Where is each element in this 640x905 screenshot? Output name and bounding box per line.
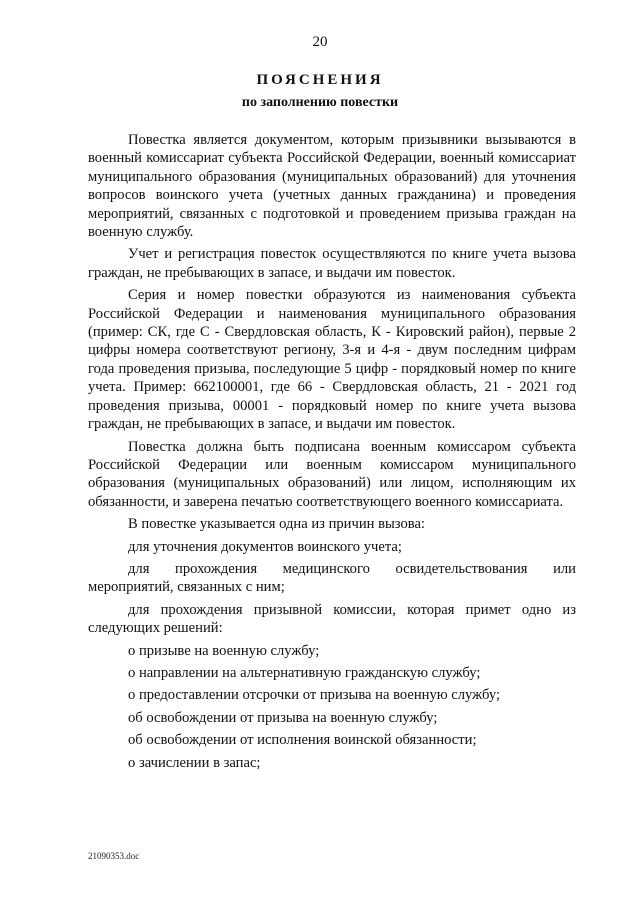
decision-item: о направлении на альтернативную гражданскую службу; [128, 664, 481, 681]
decision-item: о предоставлении отсрочки от призыва на военную службу; [128, 687, 501, 704]
decision-item: о призыве на военную службу; [128, 642, 320, 659]
decision-item: о зачислении в запас; [128, 754, 261, 771]
document-subheading: по заполнению повестки [241, 95, 399, 110]
page-number: 20 [312, 34, 328, 50]
decision-item: об освобождении от исполнения воинской обязанности; [128, 732, 477, 749]
document-heading: ПОЯСНЕНИЯ [256, 72, 384, 88]
paragraph-registration: Учет и регистрация повесток осуществляются по книге учета вызова граждан, не пребывающих в запасе, и выдачи им повесток. [88, 246, 576, 281]
reason-item: для уточнения документов воинского учета; [128, 538, 402, 555]
paragraph-signature: Повестка должна быть подписана военным комиссаром субъекта Российской Федерации или военным комиссаром муниципального образования (муниципальных образований) или лицом, исполняющим их обязанности, и заверена печатью соответствующего военного комиссариата. [88, 438, 576, 510]
document-footer-filename: 21090353.doc [88, 851, 140, 861]
paragraph-intro: Повестка является документом, которым призывники вызываются в военный комиссариат субъекта Российской Федерации, военный комиссариат муниципального образования (муниципальных образований) для уточнения вопросов воинского учета (учетных данных гражданина) и проведения мероприятий, связанных с подготовкой и проведением призыва граждан на военную службу. [88, 132, 576, 241]
reason-item: для прохождения призывной комиссии, которая примет одно из следующих решений: [88, 601, 576, 637]
reason-item: для прохождения медицинского освидетельствования или мероприятий, связанных с ним; [88, 560, 576, 596]
decision-item: об освобождении от призыва на военную службу; [128, 709, 438, 726]
paragraph-reasons-intro: В повестке указывается одна из причин вызова: [128, 516, 425, 533]
document-body [88, 131, 576, 776]
paragraph-series-number: Серия и номер повестки образуются из наименования субъекта Российской Федерации и наименования муниципального образования (пример: СК, где С - Свердловская область, К - Кировский район), первые 2 цифры номера соответствуют региону, 3-я и 4-я - двум последним цифрам года проведения призыва, последующие 5 цифр - порядковый номер по книге учета. Пример: 662100001, где 66 - Свердловская область, 21 - 2021 год проведения призыва, 00001 - порядковый номер по книге учета вызова граждан, не пребывающих в запасе, и выдачи им повесток. [88, 287, 576, 433]
